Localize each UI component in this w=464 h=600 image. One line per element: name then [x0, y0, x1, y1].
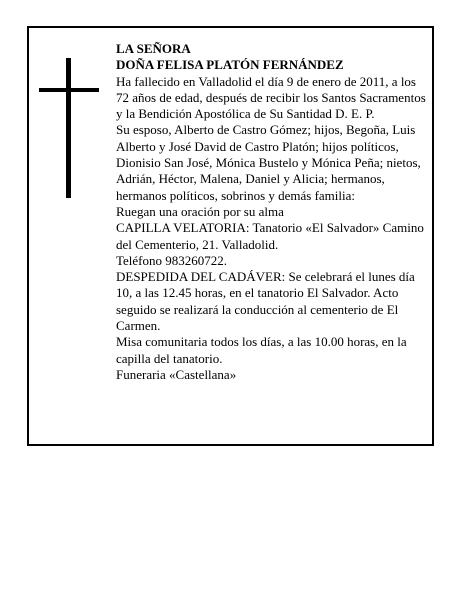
phone-number: Teléfono 983260722. [116, 252, 228, 268]
cross-vertical-bar [66, 58, 71, 198]
obituary-notice [27, 26, 434, 446]
notice-text [116, 41, 426, 383]
cross-horizontal-bar [39, 88, 99, 92]
cross-icon [39, 58, 99, 198]
notice-title: LA SEÑORA [116, 41, 191, 56]
chapel-info: CAPILLA VELATORIA: Tanatorio «El Salvador» Camino del Cementerio, 21. Valladolid. [116, 220, 424, 252]
death-announcement: Ha fallecido en Valladolid el día 9 de enero de 2011, a los 72 años de edad, después de recibir los Santos Sacramentos y la Bendición Apostólica de Su Santidad D. E. P. [116, 73, 426, 122]
funeral-info: DESPEDIDA DEL CADÁVER: Se celebrará el lunes día 10, a las 12.45 horas, en el tanatorio El Salvador. Acto seguido se realizará la conducción al cementerio de El Carmen. [116, 269, 415, 334]
funeral-home: Funeraria «Castellana» [116, 366, 237, 382]
prayer-request: Ruegan una oración por su alma [116, 203, 284, 219]
deceased-name: DOÑA FELISA PLATÓN FERNÁNDEZ [116, 57, 344, 73]
family-list: Su esposo, Alberto de Castro Gómez; hijos, Begoña, Luis Alberto y José David de Castro Platón; hijos políticos, Dionisio San José, Mónica Bustelo y Mónica Peña; nietos, Adrián, Héctor, Malena, Daniel y Alicia; hermanos, hermanos políticos, sobrinos y demás familia: [116, 122, 421, 203]
mass-info: Misa comunitaria todos los días, a las 10.00 horas, en la capilla del tanatorio. [116, 334, 407, 366]
